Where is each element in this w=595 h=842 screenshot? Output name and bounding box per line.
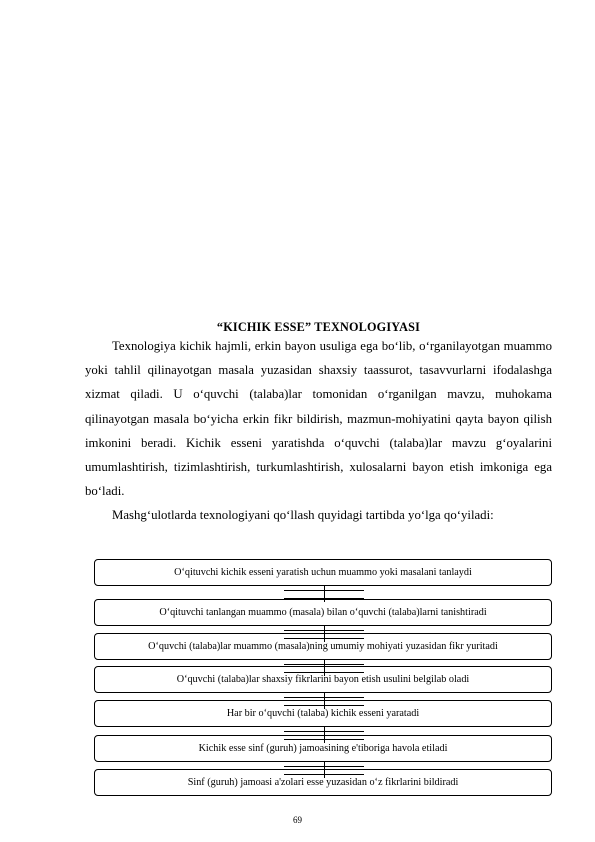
flow-step-2: O‘qituvchi tanlangan muammo (masala) bilan o‘quvchi (talaba)larni tanishtiradi [94,599,552,626]
page-title: “KICHIK ESSE” TEXNOLOGIYASI [216,320,421,334]
flow-step-6: Kichik esse sinf (guruh) jamoasining e'tiboriga havola etiladi [94,735,552,762]
flow-step-4: O‘quvchi (talaba)lar shaxsiy fikrlarini bayon etish usulini belgilab oladi [94,666,552,693]
page-number: 69 [293,815,302,825]
intro-paragraph: Texnologiya kichik hajmli, erkin bayon usuliga ega bo‘lib, o‘rganilayotgan muammo yoki tahlil qilinayotgan masala yuzasidan shaxsiy taassurot, tasavvurlarni ifodalashga xizmat qiladi. U o‘quvchi (talaba)lar tomonidan o‘rganilgan mavzu, muhokama qilinayotgan masala bo‘yicha erkin fikr bildirish, mazmun-mohiyatini qayta bayon qilish imkonini beradi. Kichik esseni yaratishda o‘quvchi (talaba)lar mavzu g‘oyalarini umumlashtirish, tizimlashtirish, turkumlashtirish, xulosalarni bayon etish imkoniga ega bo‘ladi. [85,339,552,499]
procedure-intro-paragraph: Mashg‘ulotlarda texnologiyani qo‘llash quyidagi tartibda yo‘lga qo‘yiladi: [112,508,494,522]
flow-step-1: O‘qituvchi kichik esseni yaratish uchun muammo yoki masalani tanlaydi [94,559,552,586]
flow-step-3: O‘quvchi (talaba)lar muammo (masala)ning umumiy mohiyati yuzasidan fikr yuritadi [94,633,552,660]
flow-step-5: Har bir o‘quvchi (talaba) kichik esseni yaratadi [94,700,552,727]
flow-step-7: Sinf (guruh) jamoasi a'zolari esse yuzasidan o‘z fikrlarini bildiradi [94,769,552,796]
